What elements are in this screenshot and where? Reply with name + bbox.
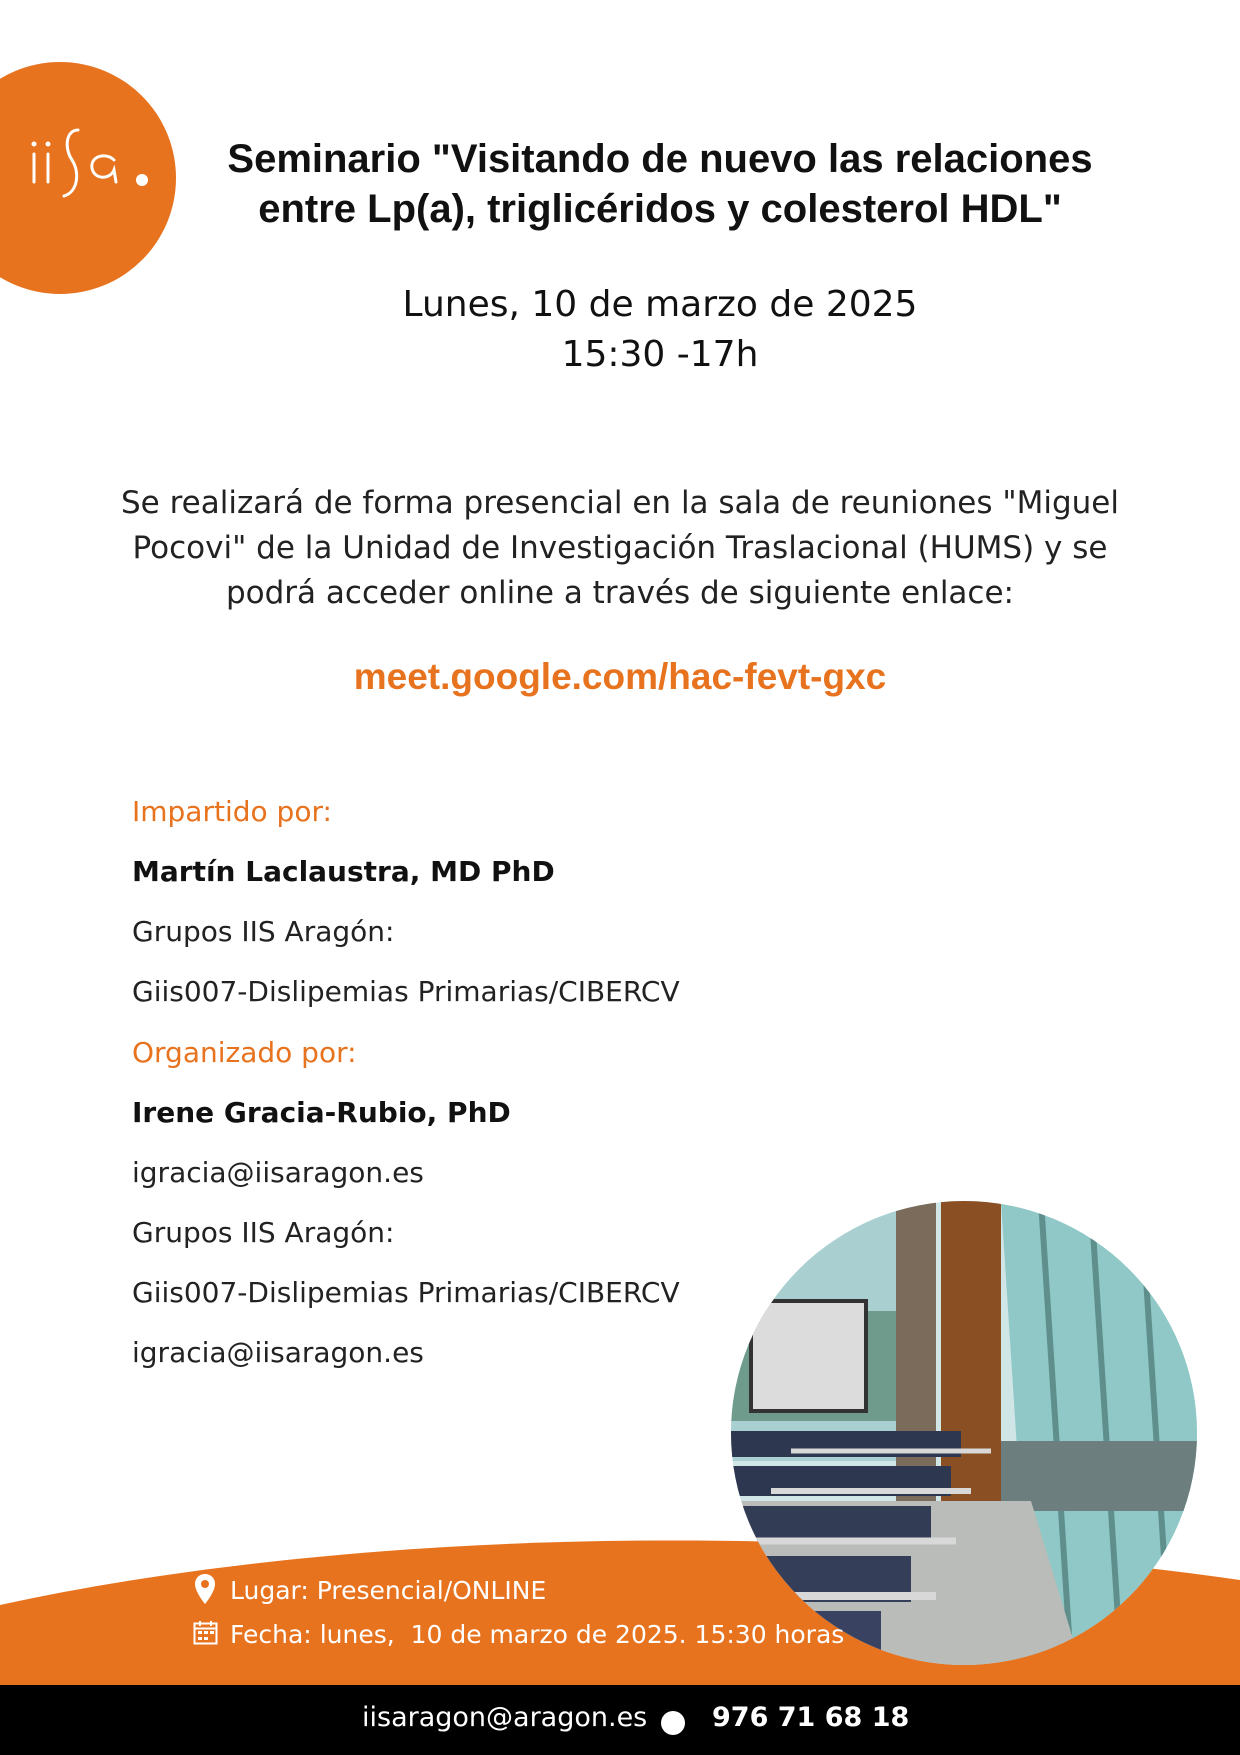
organizer-email-repeat[interactable]: igracia@iisaragon.es [132,1336,424,1369]
footer-date [230,1620,844,1649]
meet-link[interactable]: meet.google.com/hac-fevt-gxc [353,656,887,697]
place-label: Lugar: [230,1576,309,1605]
contact-email[interactable]: iisaragon@aragon.es [362,1702,648,1733]
organizer-group: Giis007-Dislipemias Primarias/CIBERCV [132,1276,680,1309]
title-line-2: entre Lp(a), triglicéridos y colesterol HDL" [258,187,1062,231]
organizer-groups-label: Grupos IIS Aragón: [132,1216,395,1249]
speaker-name: Martín Laclaustra, MD PhD [132,855,555,888]
iisa-logo-icon [26,124,156,204]
event-description [120,481,1120,616]
event-time: 15:30 -17h [561,334,759,375]
description-line-3: podrá acceder online a través de siguiente enlace: [225,575,1014,611]
contact-phone[interactable]: 976 71 68 18 [712,1702,910,1733]
date-label: Fecha: [230,1620,312,1649]
seminar-title [185,134,1135,234]
location-pin-icon [194,1573,216,1605]
description-line-2: Pocovi" de la Unidad de Investigación Traslacional (HUMS) y se [132,530,1108,566]
event-date: Lunes, 10 de marzo de 2025 [402,284,918,325]
organizer-heading: Organizado por: [132,1036,357,1069]
footer-place [230,1576,546,1605]
title-line-1: Seminario "Visitando de nuevo las relaciones [227,137,1093,181]
speaker-heading: Impartido por: [132,795,332,828]
speaker-group: Giis007-Dislipemias Primarias/CIBERCV [132,975,680,1008]
organizer-name: Irene Gracia-Rubio, PhD [132,1096,511,1129]
speaker-groups-label: Grupos IIS Aragón: [132,915,395,948]
description-line-1: Se realizará de forma presencial en la sala de reuniones "Miguel [121,485,1119,521]
calendar-icon [193,1620,218,1645]
date-value: lunes, 10 de marzo de 2025. 15:30 horas [319,1620,845,1649]
place-value: Presencial/ONLINE [316,1576,547,1605]
separator-dot [661,1711,685,1735]
organizer-email[interactable]: igracia@iisaragon.es [132,1156,424,1189]
classroom-photo [731,1201,1197,1665]
